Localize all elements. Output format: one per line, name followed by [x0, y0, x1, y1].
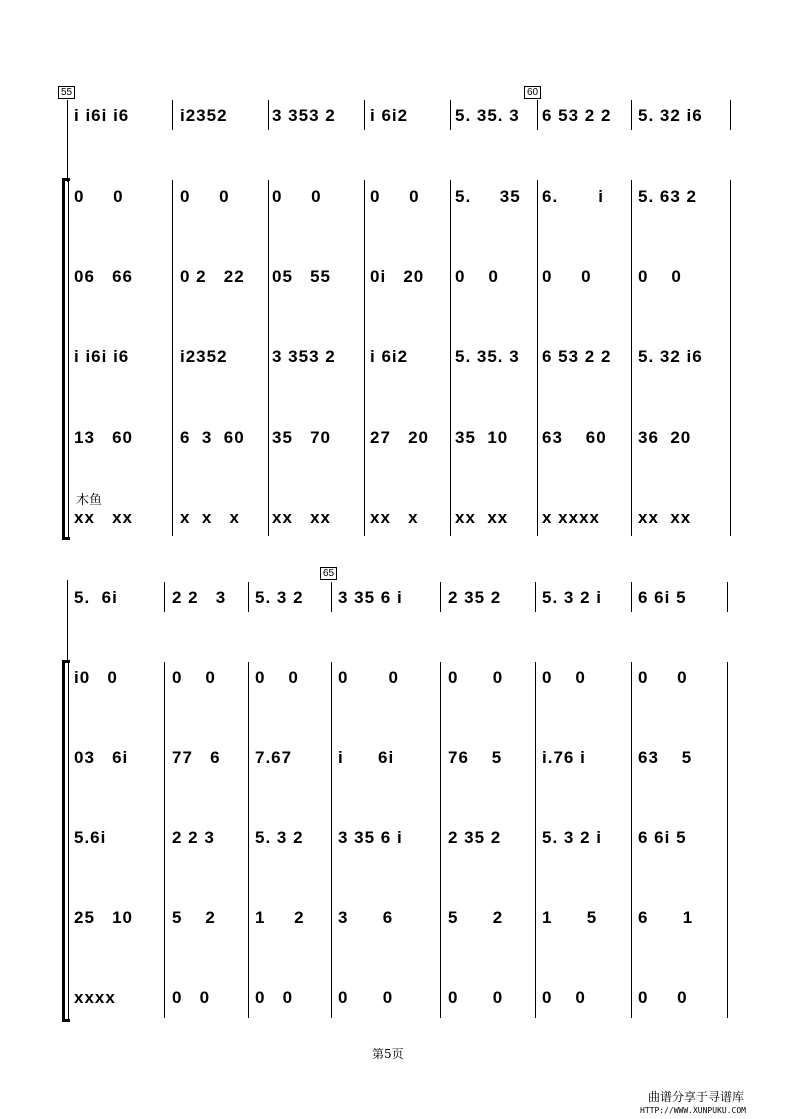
barline	[364, 100, 365, 130]
note-cell: 3 6	[338, 908, 394, 927]
note-cell: 0 0	[180, 187, 230, 206]
note-cell: 5. 3 2	[255, 588, 304, 607]
note-cell: 2 35 2	[448, 588, 502, 607]
note-cell: 0 0	[542, 267, 592, 286]
barline	[535, 662, 536, 1018]
note-cell: i2352	[180, 106, 228, 125]
note-cell: 5. 35. 3	[455, 106, 520, 125]
note-cell: 27 20	[370, 428, 429, 447]
barline	[730, 180, 731, 536]
barline	[440, 662, 441, 1018]
barline	[164, 662, 165, 1018]
note-cell: 2 2 3	[172, 828, 215, 847]
note-cell: 5 2	[172, 908, 216, 927]
barline	[364, 180, 365, 536]
note-cell: xx xx	[74, 508, 133, 527]
note-cell: 3 353 2	[272, 347, 336, 366]
barline	[631, 180, 632, 536]
note-cell: 5. 6i	[74, 588, 118, 607]
system2-top-line	[67, 580, 68, 662]
note-cell: 3 35 6 i	[338, 828, 403, 847]
barline	[535, 582, 536, 612]
note-cell: 0 0	[542, 668, 586, 687]
note-cell: 06 66	[74, 267, 133, 286]
barline	[164, 582, 165, 612]
note-cell: 76 5	[448, 748, 503, 767]
note-cell: 6 6i 5	[638, 588, 687, 607]
note-cell: 5. 32 i6	[638, 347, 703, 366]
barline	[727, 662, 728, 1018]
note-cell: i 6i2	[370, 106, 409, 125]
barline	[450, 100, 451, 130]
barline	[331, 662, 332, 1018]
note-cell: x xxxx	[542, 508, 600, 527]
note-cell: 36 20	[638, 428, 692, 447]
note-cell: xx xx	[455, 508, 509, 527]
note-cell: 25 10	[74, 908, 133, 927]
note-cell: 5.6i	[74, 828, 107, 847]
note-cell: 2 2 3	[172, 588, 227, 607]
note-cell: 77 6	[172, 748, 221, 767]
measure-number-60: 60	[524, 86, 541, 99]
note-cell: 05 55	[272, 267, 331, 286]
note-cell: 03 6i	[74, 748, 129, 767]
system1-inner-line	[68, 178, 69, 540]
barline	[537, 180, 538, 536]
note-cell: 0 0	[448, 668, 504, 687]
watermark-url: HTTP://WWW.XUNPUKU.COM	[640, 1106, 746, 1115]
note-cell: i2352	[180, 347, 228, 366]
note-cell: i.76 i	[542, 748, 586, 767]
note-cell: 5. 63 2	[638, 187, 697, 206]
note-cell: 0 0	[448, 988, 504, 1007]
barline	[631, 662, 632, 1018]
note-cell: 3 353 2	[272, 106, 336, 125]
measure-number-55: 55	[58, 86, 75, 99]
barline	[631, 100, 632, 130]
note-cell: i 6i	[338, 748, 395, 767]
note-cell: 5. 35	[455, 187, 521, 206]
note-cell: 0 0	[638, 668, 688, 687]
page-number: 第5页	[372, 1047, 404, 1061]
note-cell: 0 0	[542, 988, 586, 1007]
note-cell: 1 5	[542, 908, 598, 927]
system1-top-line	[67, 100, 68, 182]
note-cell: 5. 3 2 i	[542, 588, 602, 607]
system2-inner-line	[68, 660, 69, 1022]
note-cell: 5. 35. 3	[455, 347, 520, 366]
barline	[172, 180, 173, 536]
note-cell: 0 2 22	[180, 267, 245, 286]
note-cell: 0i 20	[370, 267, 425, 286]
note-cell: 6 53 2 2	[542, 106, 612, 125]
note-cell: 5. 3 2 i	[542, 828, 602, 847]
note-cell: 0 0	[455, 267, 499, 286]
note-cell: 1 2	[255, 908, 305, 927]
note-cell: 7.67	[255, 748, 293, 767]
watermark-text: 曲谱分享于寻谱库	[648, 1090, 745, 1104]
note-cell: 6 1	[638, 908, 694, 927]
note-cell: 2 35 2	[448, 828, 502, 847]
note-cell: 5 2	[448, 908, 504, 927]
note-cell: 0 0	[172, 988, 211, 1007]
barline	[450, 180, 451, 536]
note-cell: 5. 3 2	[255, 828, 304, 847]
note-cell: 63 60	[542, 428, 607, 447]
barline	[248, 662, 249, 1018]
note-cell: xx x	[370, 508, 419, 527]
system2-brace	[62, 660, 65, 1022]
note-cell: 63 5	[638, 748, 693, 767]
barline	[440, 582, 441, 612]
note-cell: 0 0	[255, 988, 294, 1007]
note-cell: xx xx	[638, 508, 692, 527]
note-cell: 0 0	[338, 668, 399, 687]
note-cell: x x x	[180, 508, 240, 527]
system1-brace	[62, 178, 65, 540]
note-cell: xxxx	[74, 988, 116, 1007]
note-cell: 0 0	[638, 988, 688, 1007]
note-cell: 0 0	[370, 187, 420, 206]
note-cell: 5. 32 i6	[638, 106, 703, 125]
barline	[172, 100, 173, 130]
note-cell: 6 3 60	[180, 428, 245, 447]
barline	[631, 582, 632, 612]
note-cell: 0 0	[74, 187, 124, 206]
instrument-label: 木鱼	[76, 493, 103, 508]
note-cell: 6. i	[542, 187, 604, 206]
measure-number-65: 65	[320, 567, 337, 580]
note-cell: 0 0	[638, 267, 682, 286]
note-cell: 0 0	[172, 668, 216, 687]
barline	[727, 582, 728, 612]
note-cell: 0 0	[255, 668, 299, 687]
note-cell: i 6i2	[370, 347, 409, 366]
barline	[268, 180, 269, 536]
note-cell: 35 70	[272, 428, 331, 447]
note-cell: 35 10	[455, 428, 509, 447]
barline	[537, 100, 538, 130]
barline	[268, 100, 269, 130]
note-cell: 13 60	[74, 428, 133, 447]
note-cell: 3 35 6 i	[338, 588, 403, 607]
note-cell: 6 53 2 2	[542, 347, 612, 366]
note-cell: xx xx	[272, 508, 331, 527]
note-cell: i0 0	[74, 668, 118, 687]
note-cell: i i6i i6	[74, 106, 130, 125]
note-cell: i i6i i6	[74, 347, 130, 366]
note-cell: 0 0	[338, 988, 394, 1007]
barline	[331, 582, 332, 612]
note-cell: 6 6i 5	[638, 828, 687, 847]
note-cell: 0 0	[272, 187, 322, 206]
barline	[248, 582, 249, 612]
barline	[730, 100, 731, 130]
